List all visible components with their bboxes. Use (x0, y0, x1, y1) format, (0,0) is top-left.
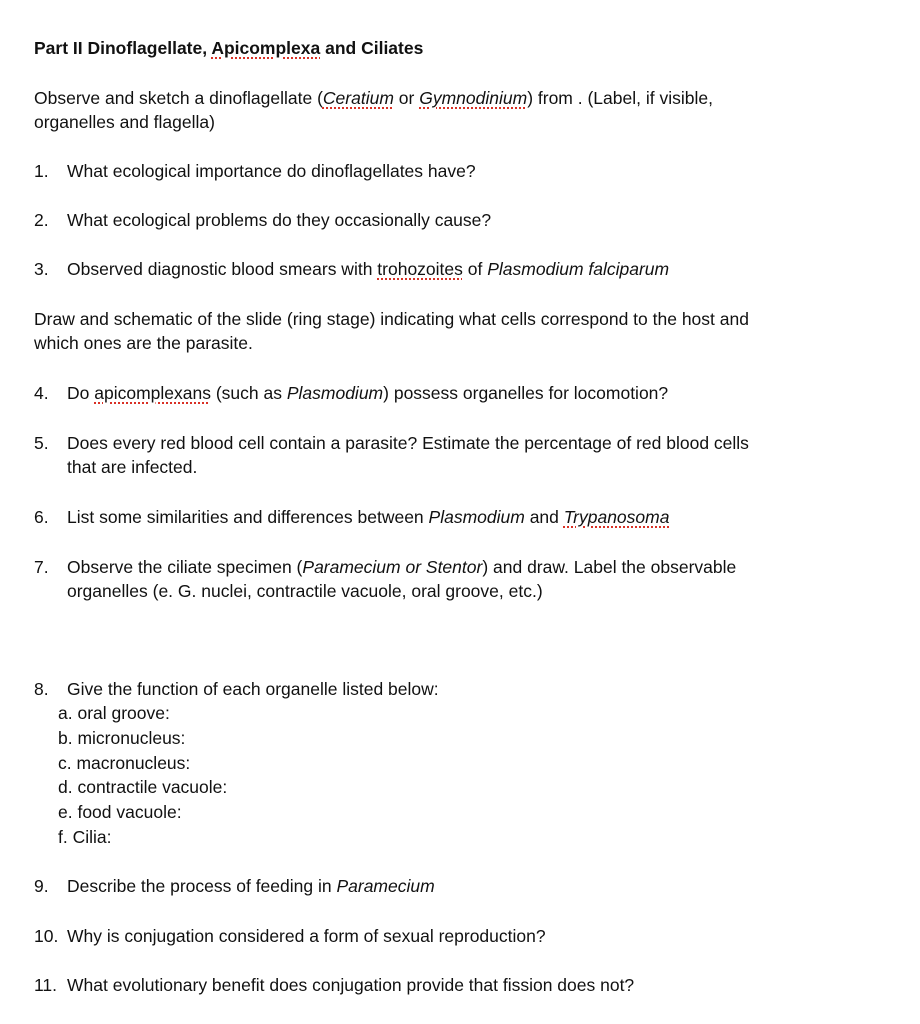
intro-paragraph (34, 86, 874, 134)
q6-plasmodium: Plasmodium (428, 507, 525, 527)
question-text: What ecological problems do they occasionally cause? (67, 210, 492, 230)
document-page (34, 36, 874, 997)
intro-gymnodinium: Gymnodinium (419, 88, 528, 108)
question-1 (34, 159, 874, 183)
organelle-item-macronucleus: c. macronucleus: (58, 752, 191, 773)
intro-text-1: Observe and sketch a dinoflagellate ( (34, 88, 323, 108)
q4-text-1: Do (67, 383, 95, 403)
organelle-item-contractile-vacuole: d. contractile vacuole: (58, 777, 228, 798)
question-6 (34, 505, 874, 529)
question-4 (34, 381, 874, 405)
q5-line-2: that are infected. (67, 457, 198, 477)
question-number: 2. (34, 210, 49, 230)
question-9 (34, 874, 874, 898)
section-title (34, 36, 874, 62)
question-10 (34, 924, 874, 948)
organelle-item-oral-groove: a. oral groove: (58, 703, 170, 723)
question-number: 6. (34, 507, 49, 527)
q4-text-3: (such as (210, 383, 287, 403)
question-text: What ecological importance do dinoflagellates have? (67, 161, 476, 181)
q4-apicomplexans: apicomplexans (94, 383, 211, 403)
organelle-list (58, 701, 874, 850)
intro-text-3: or (393, 88, 420, 108)
organelle-item-cilia: f. Cilia: (58, 826, 112, 847)
organelle-item-food-vacuole: e. food vacuole: (58, 802, 182, 823)
q7-line-2: organelles (e. G. nuclei, contractile vacuole, oral groove, etc.) (67, 581, 543, 601)
question-8 (34, 677, 874, 701)
q3-text-3: of (462, 259, 488, 279)
intro-ceratium: Ceratium (322, 88, 394, 108)
question-text (67, 505, 874, 529)
q9-text-1: Describe the process of feeding in (67, 875, 337, 896)
question-5 (34, 431, 874, 479)
question-7 (34, 555, 874, 603)
question-3 (34, 257, 874, 281)
question-2 (34, 208, 874, 232)
question-number: 3. (34, 259, 49, 279)
q6-text-3: and (524, 507, 564, 527)
question-number: 11. (34, 974, 58, 995)
q7-text-3: ) and draw. Label the observable (482, 557, 737, 577)
question-number: 8. (34, 679, 49, 699)
organelle-item-micronucleus: b. micronucleus: (58, 727, 186, 748)
question-text (67, 431, 874, 479)
q3-text-1: Observed diagnostic blood smears with (67, 259, 378, 279)
question-text (67, 555, 874, 603)
question-number: 7. (34, 557, 49, 577)
title-part-1: Part II Dinoflagellate, (34, 38, 212, 58)
q3-plasmodium-falciparum: Plasmodium falciparum (487, 259, 670, 279)
schematic-paragraph (34, 307, 874, 355)
title-part-3: and Ciliates (320, 38, 424, 58)
intro-line-2: organelles and flagella) (34, 112, 215, 132)
question-number: 9. (34, 875, 49, 896)
q9-paramecium: Paramecium (336, 875, 435, 896)
question-text (67, 874, 874, 898)
q5-line-1: Does every red blood cell contain a parasite? Estimate the percentage of red blood cells (67, 433, 749, 453)
q6-text-1: List some similarities and differences between (67, 507, 429, 527)
q7-text-1: Observe the ciliate specimen ( (67, 557, 303, 577)
question-number: 4. (34, 383, 49, 403)
question-text (67, 257, 874, 281)
title-apicomplexa: Apicomplexa (211, 38, 321, 58)
question-text: What evolutionary benefit does conjugation provide that fission does not? (67, 974, 635, 995)
schematic-line-2: which ones are the parasite. (34, 333, 253, 353)
q7-specimen-names: Paramecium or Stentor (302, 557, 483, 577)
intro-text-5: ) from . (Label, if visible, (527, 88, 713, 108)
q4-plasmodium: Plasmodium (286, 383, 384, 403)
q6-trypanosoma: Trypanosoma (563, 507, 670, 527)
question-text: Why is conjugation considered a form of sexual reproduction? (67, 925, 546, 946)
question-text: Give the function of each organelle listed below: (67, 679, 439, 699)
question-number: 5. (34, 433, 49, 453)
question-11 (34, 973, 874, 997)
question-text (67, 381, 874, 405)
question-number: 1. (34, 161, 49, 181)
question-number: 10. (34, 925, 59, 946)
q4-text-5: ) possess organelles for locomotion? (383, 383, 669, 403)
q3-trohozoites: trohozoites (377, 259, 463, 279)
schematic-line-1: Draw and schematic of the slide (ring stage) indicating what cells correspond to the host and (34, 309, 749, 329)
